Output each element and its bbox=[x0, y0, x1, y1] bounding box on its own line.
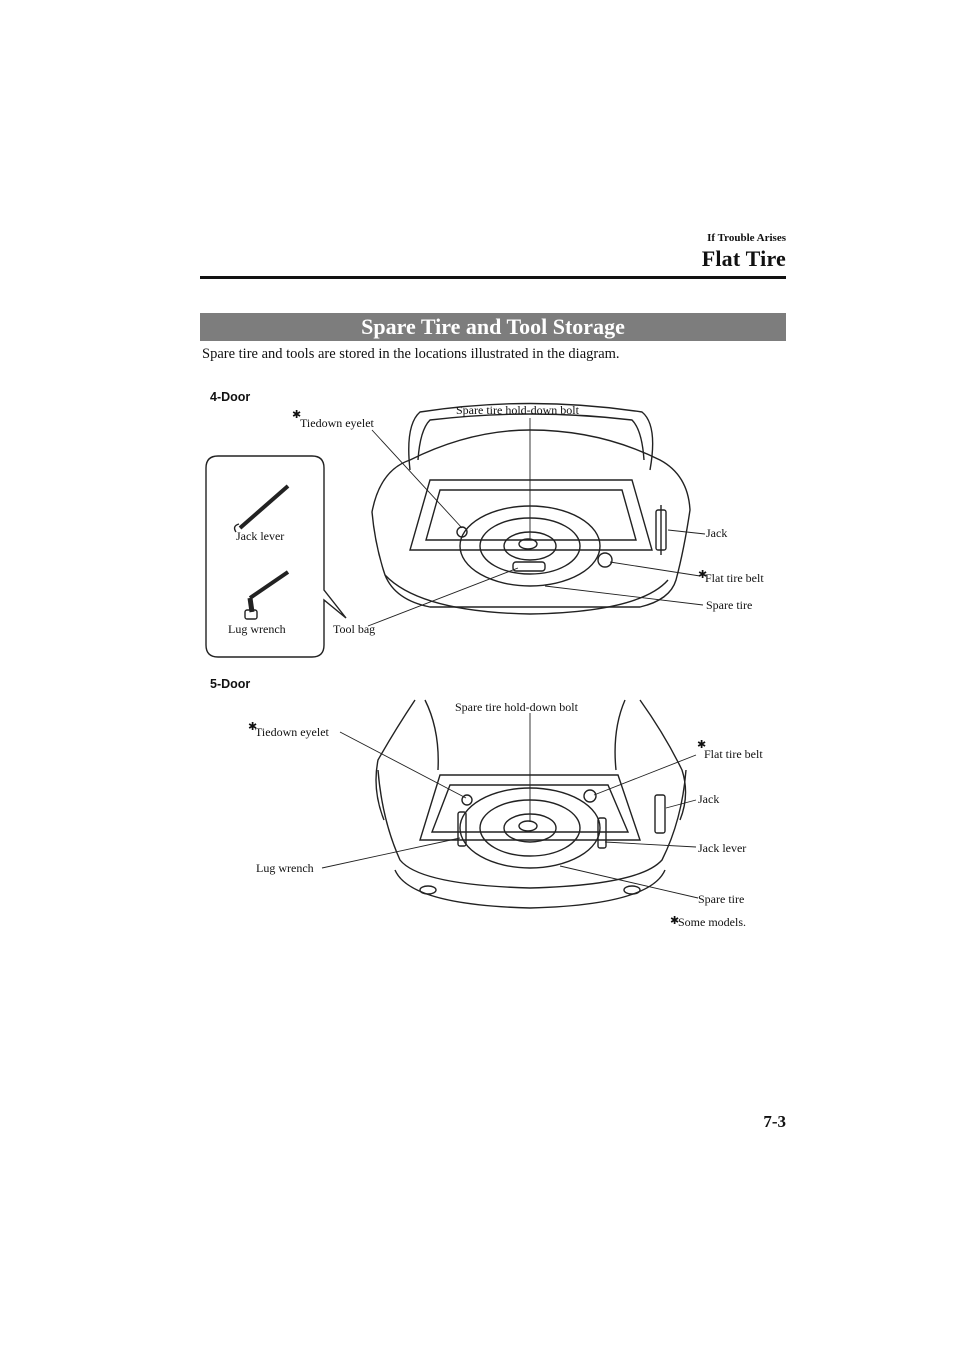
section-label: If Trouble Arises bbox=[707, 232, 786, 244]
label-5d-holddown: Spare tire hold-down bolt bbox=[455, 700, 578, 714]
label-5d-flat-belt: Flat tire belt bbox=[704, 747, 763, 761]
label-4d-lug: Lug wrench bbox=[228, 622, 286, 636]
label-4d-flat-belt: Flat tire belt bbox=[705, 571, 764, 585]
label-5d-jack-lever: Jack lever bbox=[698, 841, 747, 855]
label-4d-tool-bag: Tool bag bbox=[333, 622, 376, 636]
label-4d-holddown: Spare tire hold-down bolt bbox=[456, 403, 579, 417]
svg-text:✱: ✱ bbox=[670, 914, 680, 927]
asterisk-markers bbox=[248, 408, 707, 927]
label-5d-jack: Jack bbox=[698, 792, 720, 806]
svg-text:✱: ✱ bbox=[697, 738, 707, 751]
svg-text:✱: ✱ bbox=[248, 720, 258, 733]
five-door-heading: 5-Door bbox=[210, 677, 251, 691]
label-5d-lug: Lug wrench bbox=[256, 861, 314, 875]
five-door-illustration bbox=[322, 700, 698, 908]
five-door-leader-lines bbox=[322, 713, 698, 898]
four-door-heading: 4-Door bbox=[210, 390, 251, 404]
section-banner: Spare Tire and Tool Storage bbox=[200, 313, 786, 341]
svg-text:✱: ✱ bbox=[292, 408, 302, 421]
label-4d-tiedown: Tiedown eyelet bbox=[300, 416, 374, 430]
label-5d-tiedown: Tiedown eyelet bbox=[255, 725, 329, 739]
lug-wrench-tool bbox=[245, 572, 288, 619]
page-number: 7-3 bbox=[763, 1112, 786, 1131]
intro-text: Spare tire and tools are stored in the locations illustrated in the diagram. bbox=[202, 346, 620, 362]
five-door-jack-shape bbox=[655, 795, 665, 833]
jack-lever-tool bbox=[235, 486, 288, 532]
label-5d-spare: Spare tire bbox=[698, 892, 745, 906]
label-4d-spare: Spare tire bbox=[706, 598, 753, 612]
footnote-some-models: Some models. bbox=[678, 915, 746, 929]
svg-text:✱: ✱ bbox=[698, 568, 708, 581]
label-4d-jack: Jack bbox=[706, 526, 728, 540]
label-4d-jack-lever: Jack lever bbox=[236, 529, 285, 543]
page-title: Flat Tire bbox=[701, 246, 786, 271]
